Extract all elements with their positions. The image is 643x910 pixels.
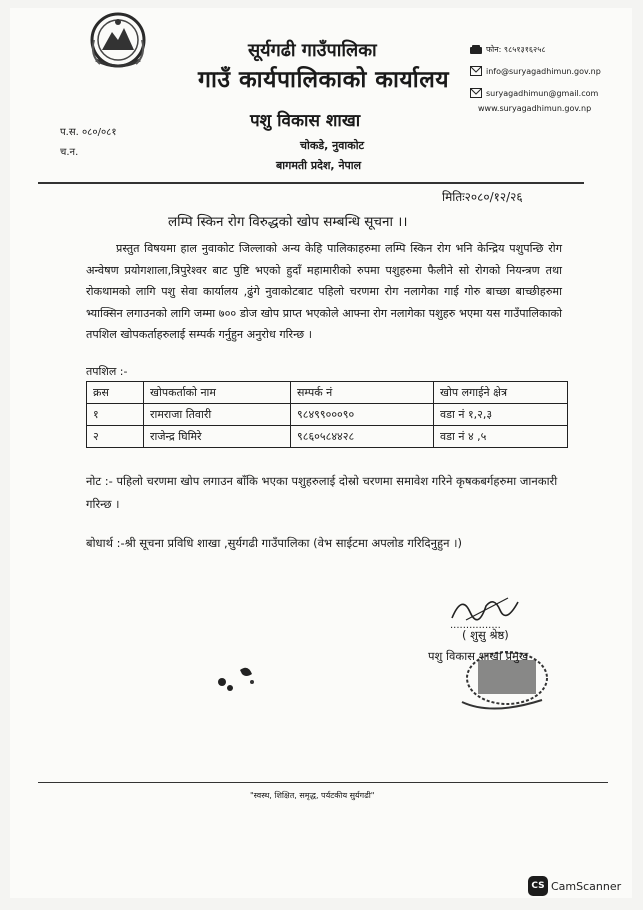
- cell-name: रामराजा तिवारी: [144, 404, 291, 426]
- footer-divider: [38, 782, 608, 783]
- cell-sn: १: [87, 404, 144, 426]
- nepal-emblem-icon: [88, 10, 148, 74]
- phone-number: फोन: ९८५१३१६२५८: [486, 45, 546, 54]
- contact-phone: [470, 44, 546, 55]
- phone-icon: [470, 45, 482, 55]
- reference-number: प.स. ०८०/०८१: [60, 127, 117, 138]
- cc-text: बोधार्थ :-श्री सूचना प्रविधि शाखा ,सुर्यगढी गाउँपालिका (वेभ साईटमा अपलोड गरिदिनुहुन ।): [86, 536, 462, 550]
- note-text: नोट :- पहिलो चरणमा खोप लगाउन बाँकि भएका पशुहरुलाई दोस्रो चरणमा समावेश गरिने कृषकबर्गहरुमा जानकारी गरिन्छ ।: [86, 474, 558, 511]
- website: www.suryagadhimun.gov.np: [478, 104, 592, 113]
- header-contact: सम्पर्क नं: [291, 382, 434, 404]
- contact-email-gmail: [470, 88, 598, 98]
- office-name: गाउँ कार्यपालिकाको कार्यालय: [198, 67, 450, 93]
- email-icon: [470, 88, 482, 98]
- footer-slogan: "स्वस्थ, शिक्षित, समृद्ध, पर्यटकीय सुर्यगढी": [250, 791, 375, 800]
- address-line1: चोकडे, नुवाकोट: [300, 139, 365, 152]
- table-row: [87, 426, 568, 448]
- camscanner-logo: CS: [528, 876, 548, 896]
- cell-contact: ९८४९९०००९०: [291, 404, 434, 426]
- cell-contact: ९८६०५८४४२८: [291, 426, 434, 448]
- table-row: [87, 404, 568, 426]
- contact-website: [478, 104, 591, 113]
- signatory-title: पशु विकास शाखा प्रमुख: [428, 649, 529, 663]
- header-vaccinator-name: खोपकर्ताको नाम: [144, 382, 291, 404]
- signatory-name: ( शुसु श्रेष्ठ): [462, 628, 509, 642]
- camscanner-watermark: CamScanner: [551, 880, 622, 893]
- cell-area: वडा नं ४ ,५: [434, 426, 568, 448]
- header-sn: क्रस: [87, 382, 144, 404]
- email-info: info@suryagadhimun.gov.np: [486, 66, 601, 76]
- header-divider: [38, 182, 584, 184]
- signature-line: ................: [450, 620, 501, 631]
- details-label: तपशिल :-: [86, 365, 128, 378]
- letter-date: मितिः२०८०/१२/२६: [442, 190, 523, 204]
- email-icon: [470, 66, 482, 76]
- cell-sn: २: [87, 426, 144, 448]
- letter-subject: लम्पि स्किन रोग विरुद्धको खोप सम्बन्धि सूचना ।।: [168, 214, 408, 230]
- dispatch-number: च.न.: [60, 147, 79, 158]
- letter-body: प्रस्तुत विषयमा हाल नुवाकोट जिल्लाको अन्य केहि पालिकाहरुमा लम्पि स्किन रोग भनि केन्द्रिय पशुपन्छि रोग अन्वेषण प्रयोगशाला,त्रिपुरेश्वर बाट पुष्टि भएको हुदाँ महामारीको रुपमा पशुहरुमा फैलीने सो रोगको नियन्त्रण तथा रोकथामको लागि पशु सेवा कार्यालय ,ढुंगे नुवाकोटबाट पहिलो चरणमा रोग नलागेका गाई गोरु बाच्छा बाच्छीहरुमा भ्याक्सिन लगाउनको लागि जम्मा ७०० डोज खोप प्राप्त भएकोले आफ्ना रोग नलागेका पशुहरु भएमा यस गाउँपालिकाको तपशिल खोपकर्ताहरुलाई सम्पर्क गर्नुहुन अनुरोध गरिन्छ ।: [86, 242, 562, 341]
- email-gmail: suryagadhimun@gmail.com: [486, 88, 599, 98]
- contact-email-info: [470, 66, 601, 76]
- vaccinator-table: [86, 381, 568, 448]
- cell-name: राजेन्द्र घिमिरे: [144, 426, 291, 448]
- address-line2: बागमती प्रदेश, नेपाल: [276, 159, 362, 172]
- ink-smudge: [212, 660, 262, 694]
- branch-name: पशु विकास शाखा: [250, 111, 361, 131]
- header-area: खोप लगाईने क्षेत्र: [434, 382, 568, 404]
- municipality-name: सूर्यगढी गाउँपालिका: [248, 40, 377, 61]
- cell-area: वडा नं १,२,३: [434, 404, 568, 426]
- table-header-row: [87, 382, 568, 404]
